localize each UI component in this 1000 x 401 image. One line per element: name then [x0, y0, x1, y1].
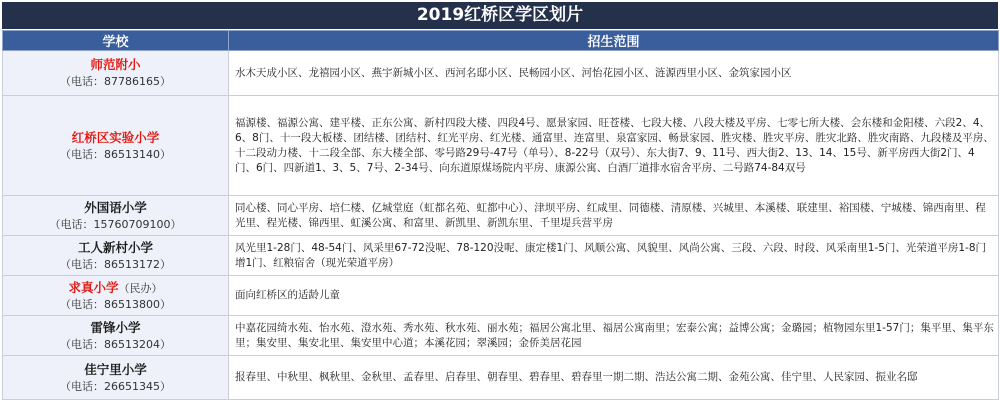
school-note: （民办）	[118, 281, 163, 295]
enrollment-range: 风光里1-28门、48-54门、风采里67-72没呢、78-120没呢、康定楼1门、风顺公寓、风貌里、风尚公寓、三段、六段、时段、风采南里1-5门、光荣道平房1-8门增1门、红粮宿舍（现光荣道平房）	[229, 236, 999, 276]
table-body	[3, 51, 999, 400]
school-name: 红桥区实验小学	[71, 129, 160, 145]
table-row	[3, 96, 999, 196]
school-phone: （电话：86513204）	[60, 337, 171, 351]
school-phone: （电话：86513800）	[60, 297, 171, 311]
district-table	[2, 30, 999, 400]
school-cell	[3, 316, 229, 356]
enrollment-range: 中嘉花园绮水苑、怡水苑、澄水苑、秀水苑、秋水苑、丽水苑；福居公寓北里、福居公寓南里；宏泰公寓；益博公寓；金璐园；植物园东里1-57门；集平里、集平东里；集安里、集安北里、集安里中心道；本溪花园；翠溪园；金侨美居花园	[229, 316, 999, 356]
page-title: 2019红桥区学区划片	[2, 2, 998, 29]
school-phone: （电话：86513172）	[60, 257, 171, 271]
school-cell	[3, 96, 229, 196]
school-name: 外国语小学	[84, 199, 147, 215]
school-name: 雷锋小学	[90, 319, 141, 335]
school-name-line	[5, 130, 226, 147]
table-row	[3, 51, 999, 96]
school-phone: （电话：86513140）	[60, 147, 171, 161]
school-phone: （电话：15760709100）	[49, 217, 182, 231]
enrollment-range: 水木天成小区、龙禧园小区、燕宇新城小区、西河名邸小区、民畅园小区、河怡花园小区、涟源西里小区、金筑家园小区	[229, 51, 999, 96]
school-name: 师范附小	[90, 57, 141, 72]
school-name: 求真小学	[68, 279, 119, 295]
school-name-line	[5, 240, 226, 257]
school-cell	[3, 276, 229, 316]
table-row	[3, 276, 999, 316]
header-school: 学校	[3, 31, 229, 51]
school-phone: （电话：26651345）	[60, 379, 171, 393]
header-range: 招生范围	[229, 31, 999, 51]
school-name-line	[5, 362, 226, 379]
school-cell	[3, 51, 229, 96]
table-row	[3, 316, 999, 356]
enrollment-range: 福源楼、福源公寓、建平楼、正东公寓、新村四段大楼、四段4号、愿景家园、旺苍楼、七段大楼、八段大楼及平房、七零七所大楼、会东楼和金阳楼、六段2、4、6、8门、十一段大板楼、团结楼、团结村、红光平房、红光楼、通富里、连富里、泉富家园、畅景家园、胜灾楼、胜灾平房、胜灾北路、胜灾南路、九段楼及平房、十二段动力楼、十二段全部、东大楼全部、零号路29号-47号（单号）、8-22号（双号）、东大街7、9、11号、西大街2、13、14、15号、新平房西大街2门、4门、6门、四新道1、3、5、7号、2-34号、向东道原煤场院内平房、康源公寓、白酒厂道排水宿舍平房、二号路74-84双号	[229, 96, 999, 196]
enrollment-range: 同心楼、同心平房、培仁楼、亿城堂庭（虹都名苑、虹都中心）、津坝平房、红咸里、同德楼、清原楼、兴城里、本溪楼、联建里、裕国楼、宁城楼、锦西南里、程光里、程光楼、锦西里、虹溪公寓、和富里、新凯里、新凯东里、千里堤兵营平房	[229, 196, 999, 236]
school-cell	[3, 196, 229, 236]
table-row	[3, 196, 999, 236]
table-row	[3, 356, 999, 400]
table-row	[3, 236, 999, 276]
school-name: 佳宁里小学	[84, 361, 147, 377]
school-cell	[3, 236, 229, 276]
enrollment-range: 面向红桥区的适龄儿童	[229, 276, 999, 316]
header-row	[3, 31, 999, 51]
school-name-line	[5, 57, 226, 74]
school-name: 工人新村小学	[77, 239, 153, 255]
school-cell	[3, 356, 229, 400]
enrollment-range: 报春里、中秋里、枫秋里、金秋里、孟春里、启春里、朝春里、碧春里、碧春里一期二期、浩达公寓二期、金苑公寓、佳宁里、人民家园、振业名邸	[229, 356, 999, 400]
school-phone: （电话：87786165）	[60, 75, 171, 88]
school-name-line	[5, 320, 226, 337]
school-name-line	[5, 200, 226, 217]
school-name-line	[5, 280, 226, 297]
